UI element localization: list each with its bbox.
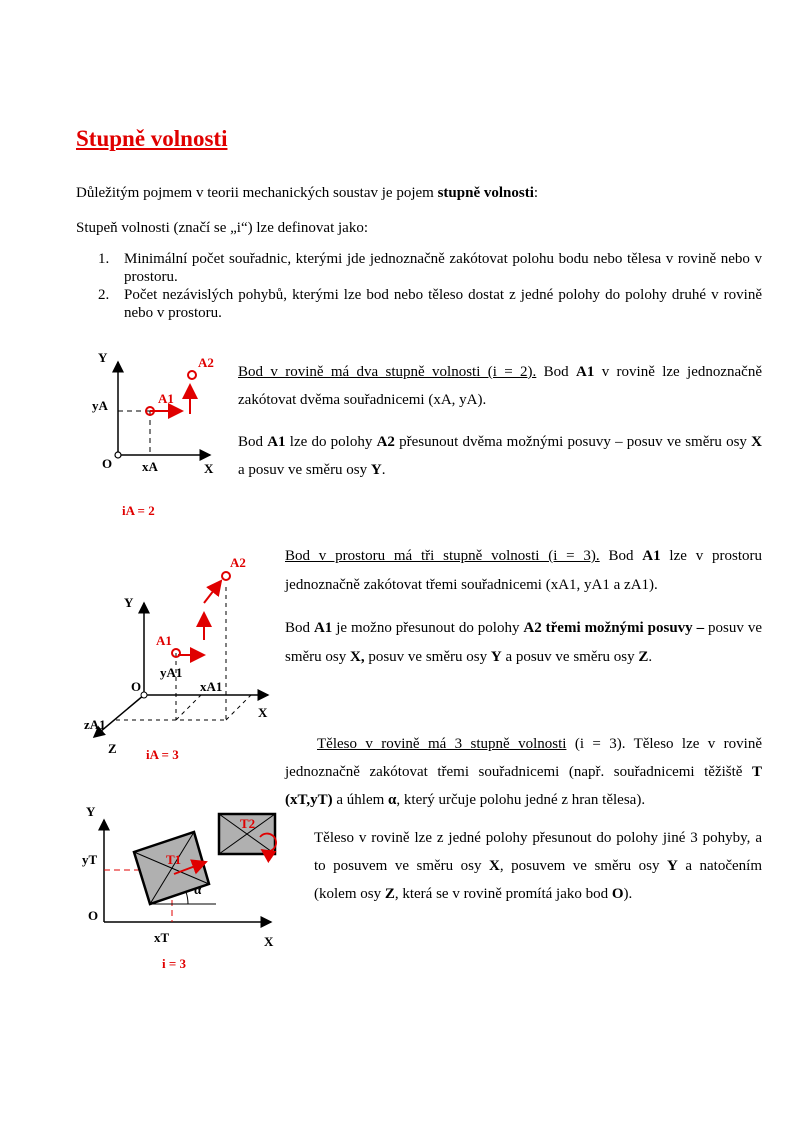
dashed-guide: [226, 695, 251, 720]
text-run: Bod: [238, 434, 268, 450]
list-item-number: 1.: [98, 251, 110, 267]
bold-run: A1: [576, 364, 595, 380]
yt-label: yT: [82, 852, 98, 867]
intro-paragraph: [76, 183, 766, 203]
list-item: [76, 250, 762, 286]
intro-text: Důležitým pojmem v teorii mechanických soustav je pojem: [76, 185, 438, 201]
alpha-label: α: [194, 882, 202, 897]
section3-paragraph2: [314, 824, 762, 908]
list-item-number: 2.: [98, 287, 110, 303]
bold-run: X: [751, 434, 762, 450]
origin-label: O: [131, 679, 142, 694]
bold-run: (xT,yT): [285, 792, 333, 808]
bold-run: A1: [313, 620, 333, 636]
xa1-label: xA1: [200, 679, 223, 694]
section2-heading: Bod v prostoru má tři stupně volnosti (i = 3).: [285, 548, 600, 564]
figure-caption: i = 3: [162, 956, 187, 971]
section3-heading: Těleso v rovině má 3 stupně volnosti: [317, 736, 567, 752]
origin-point: [115, 452, 121, 458]
y-axis-label: Y: [98, 350, 108, 365]
section2-paragraph2: [285, 614, 762, 672]
list-item-text: Minimální počet souřadnic, kterými jde jednoznačně zakótovat polohu bodu nebo tělesa v rovině nebo v prostoru.: [124, 251, 762, 285]
a2-label: A2: [230, 555, 246, 570]
text-run: .: [381, 462, 386, 478]
x-axis-label: X: [204, 461, 214, 476]
list-item-text: Počet nezávislých pohybů, kterými lze bod nebo těleso dostat z jedné polohy do polohy druhé v rovině nebo v prostoru.: [124, 287, 762, 321]
bold-run: A1: [267, 434, 286, 450]
origin-label: O: [88, 908, 99, 923]
xa-label: xA: [142, 459, 158, 474]
figure-caption: iA = 3: [146, 747, 179, 762]
a1-label: A1: [158, 391, 174, 406]
text-run: v rovině lze jednoznačně zakótovat dvěma souřadnicemi (xA, yA).: [238, 364, 762, 408]
text-run: přesunout dvěma možnými posuvy – posuv ve směru osy: [394, 434, 752, 450]
bold-run: A1: [642, 548, 661, 564]
bold-run: X,: [350, 649, 365, 665]
page-title: Stupně volnosti: [76, 126, 228, 151]
text-run: je možno přesunout do polohy: [332, 620, 524, 636]
text-run: posuv ve směru osy: [285, 620, 762, 665]
bold-run: X: [489, 858, 500, 874]
text-run: a natočením (kolem osy: [314, 858, 762, 902]
figure-point-in-plane: [80, 340, 230, 530]
y-axis-label: Y: [124, 595, 134, 610]
text-run: lze v prostoru jednoznačně zakótovat třemi souřadnicemi (xA1, yA1 a zA1).: [285, 548, 763, 593]
figure-point-in-space: [76, 545, 276, 770]
a1-label: A1: [156, 633, 172, 648]
ya-label: yA: [92, 398, 108, 413]
figure-body-in-plane: [76, 792, 288, 982]
point-a2: [222, 572, 230, 580]
section1-paragraph1: [238, 358, 762, 414]
bold-run: Y: [370, 462, 382, 478]
section1-paragraph2: [238, 428, 762, 484]
bold-run: Y: [667, 858, 678, 874]
y-axis-label: Y: [86, 804, 96, 819]
text-run: Bod: [536, 364, 576, 380]
text-run: posuv ve směru osy: [364, 649, 491, 665]
z-axis-label: Z: [108, 741, 117, 756]
ya1-label: yA1: [160, 665, 183, 680]
bold-run: α: [388, 792, 397, 808]
bold-run: T: [751, 764, 762, 780]
x-axis-label: X: [264, 934, 274, 949]
definition-lead: Stupeň volnosti (značí se „i“) lze definovat jako:: [76, 220, 368, 236]
bold-run: A2: [376, 434, 395, 450]
xt-label: xT: [154, 930, 170, 945]
x-axis-label: X: [258, 705, 268, 720]
move-z-arrow: [204, 581, 221, 603]
text-run: Bod: [599, 548, 643, 564]
text-run: lze do polohy: [285, 434, 377, 450]
t2-label: T2: [240, 816, 256, 831]
text-run: Bod: [285, 620, 314, 636]
intro-bold-term: stupně volnosti: [437, 185, 534, 201]
list-item: [76, 286, 762, 322]
text-run: a posuv ve směru osy: [501, 649, 639, 665]
intro-colon: :: [533, 185, 539, 201]
text-run: (i = 3). Těleso lze v rovině jednoznačně zakótovat třemi souřadnicemi (např. souřadnicemi těžiště: [285, 736, 762, 780]
bold-run: Y: [490, 649, 502, 665]
section1-heading: Bod v rovině má dva stupně volnosti (i = 2).: [238, 364, 537, 380]
section3-paragraph1: [285, 730, 762, 814]
text-run: , posuvem ve směru osy: [499, 858, 667, 874]
origin-label: O: [102, 456, 113, 471]
section2-paragraph1: [285, 542, 762, 600]
text-run: , který určuje polohu jedné z hran tělesa).: [396, 792, 646, 808]
text-run: a úhlem: [332, 792, 389, 808]
origin-point: [141, 692, 147, 698]
a2-label: A2: [198, 355, 214, 370]
bold-run: Z: [384, 886, 395, 902]
text-run: .: [648, 649, 653, 665]
text-run: , která se v rovině promítá jako bod: [394, 886, 612, 902]
bold-run: Z: [638, 649, 649, 665]
za1-label: zA1: [84, 717, 106, 732]
t1-label: T1: [166, 852, 182, 867]
angle-arc: [186, 892, 188, 904]
text-run: a posuv ve směru osy: [238, 462, 371, 478]
bold-run: O: [611, 886, 624, 902]
point-a2: [188, 371, 196, 379]
text-run: Těleso v rovině lze z jedné polohy přesunout do polohy jiné 3 pohyby, a to posuvem ve směru osy: [314, 830, 762, 874]
dashed-guide: [176, 695, 201, 720]
text-run: ).: [623, 886, 633, 902]
bold-run: A2 třemi možnými posuvy –: [523, 620, 705, 636]
definition-list: [76, 250, 762, 322]
figure-caption: iA = 2: [122, 503, 155, 518]
